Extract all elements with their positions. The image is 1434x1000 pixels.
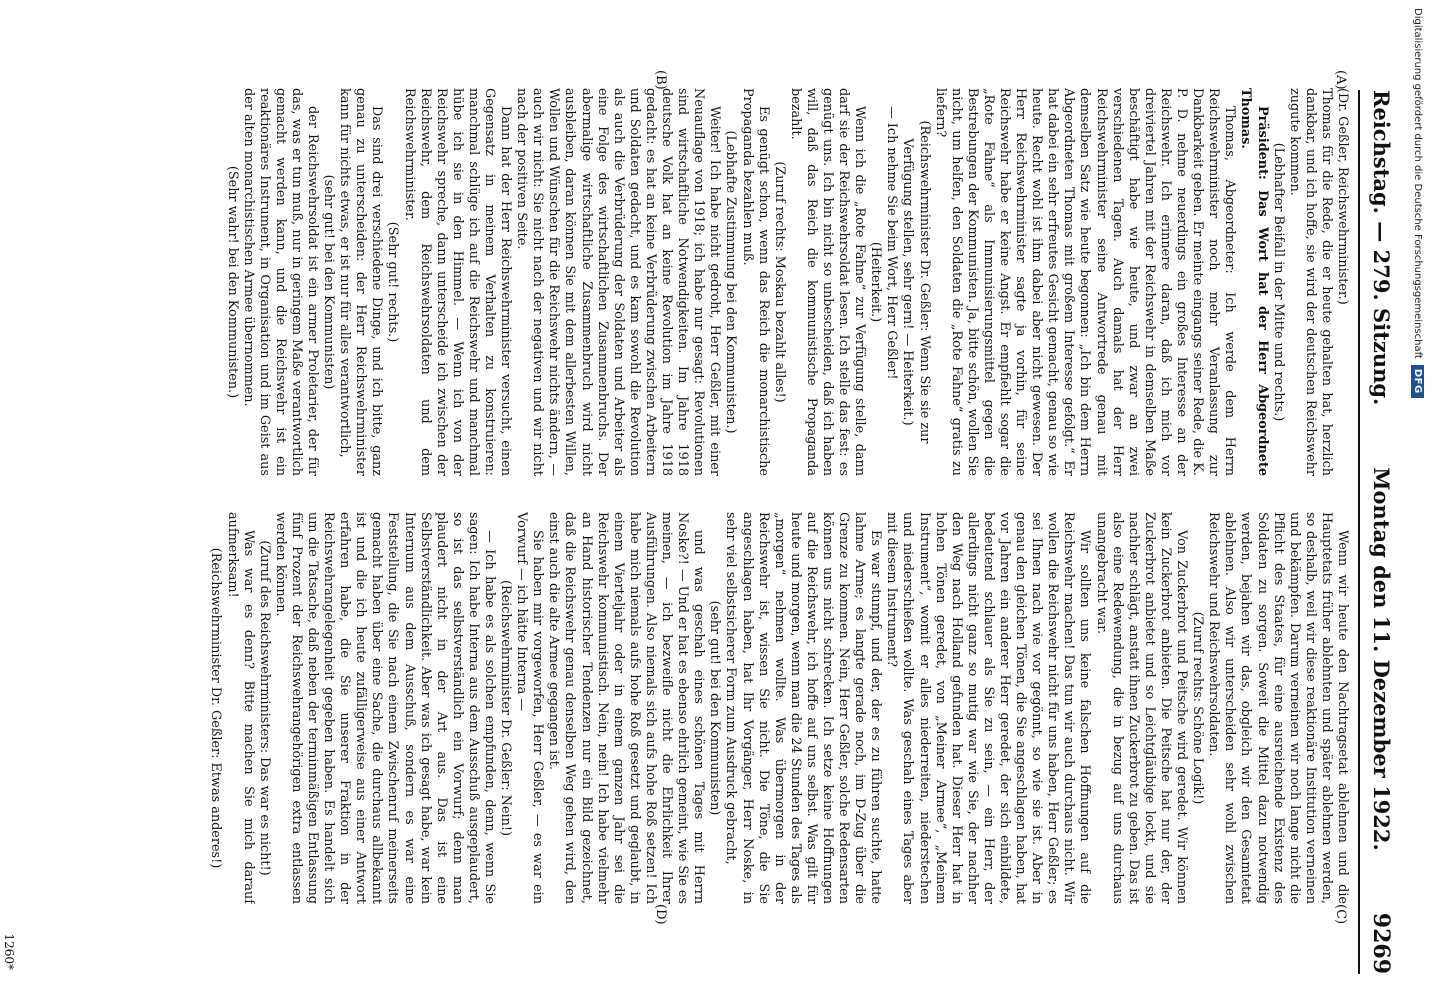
left-paragraph: der Reichswehrsoldat ist ein armer Proletarier, der für das, was er tun muß, nur in geringem Maße verantwortlich gemacht werden kann, und die Reichswehr ist ein reaktionäres Instrument, in Organisation und im Geist aus der alten monarchistischen Armee übernommen.	[240, 88, 320, 476]
margin-mark-c: (C)	[1333, 904, 1348, 925]
page-header	[1364, 90, 1394, 974]
dfg-logo: DFG	[1412, 365, 1425, 398]
left-paragraph: — Ich nehme Sie beim Wort, Herr Geßler!	[884, 106, 900, 380]
left-paragraph: Thomas, Abgeordneter: Ich werde dem Herrn Reichswehrminister noch mehr Veranlassung zur Dankbarkeit geben. Er meinte eingangs seiner Rede, die K. P. D. nehme neuerdings ein großes Interesse an der Reichswehr. Ich erinnere daran, daß ich mich vor dreiviertel Jahren mit der Reichswehr in demselben Maße beschäftigt habe wie heute, und zwar an zwei verschiedenen Tagen. Auch damals hat der Herr Reichswehrminister seine Antwortrede genau mit demselben Satz wie heute begonnen: „Ich bin dem Herrn Abgeordneten Thomas mit großem Interesse gefolgt.“ Er hat dabei ein sehr erfreutes Gesicht gemacht, genau so wie heute. Recht wohl ist ihm dabei aber nicht gewesen. Der Herr Reichswehrminister sagte ja vorhin, für seine Reichswehr habe er keine Angst. Er empfiehlt sogar die „Rote Fahne“ als Immunisierungsmittel gegen die Bestrebungen der Kommunisten. Ja, bitte schön, wollen Sie nicht, um helfen, den Soldaten die „Rote Fahne“ gratis zu liefern?	[932, 88, 1238, 476]
left-paragraph: (Zuruf rechts: Moskau bezahlt alles!)	[771, 161, 787, 403]
right-paragraph: (Zuruf des Reichswehrministers: Das war es nicht!)	[256, 540, 272, 876]
right-paragraph: Von Zuckerbrot und Peitsche wird geredet. Wir können kein Zuckerbrot anbieten. Die Peitsche hat nur der, der Zuckerbrot anbietet und so Leichtgläubige lockt, und sie nachher schlägt, anstatt ihnen Zuckerbrot zu geben. Das ist also eine Redewendung, die in bezug auf uns durchaus unangebracht war.	[1093, 512, 1190, 904]
header-date: Montag den 11. Dezember 1922.	[1369, 467, 1394, 851]
margin-mark-a: (A)	[1333, 70, 1348, 90]
page-footer-number: 1260*	[2, 933, 16, 970]
right-paragraph: Wir sollten uns keine falschen Hoffnungen auf die Reichswehr machen! Das tun wir auch durchaus nicht. Wir wollen die Reichswehr nicht für uns haben, Herr Geßler; es sei Ihnen nach wie vor gegönnt, so wie sie ist. Aber in genau den gleichen Tönen, die Sie angeschlagen haben, hat vor Jahren ein anderer Herr geredet, der sich einbildete, bedeutend schlauer als Sie zu sein, — ein Herr, der allerdings nicht ganz so mutig war wie Sie, der nachher den Weg nach Holland gefunden hat. Dieser Herr hat in hohen Tönen geredet, von „Meiner Armee“, „Meinem Instrument“, womit er alles niederreiten, niederstechen und niederschießen wollte. Was geschah eines Tages aber mit diesem Instrument?	[884, 512, 1093, 904]
left-paragraph: (Lebhafter Beifall in der Mitte und rechts.)	[1270, 142, 1286, 422]
left-paragraph: (Dr. Geßler, Reichswehrminister.)	[1335, 88, 1350, 305]
right-paragraph: Sie haben mir vorgeworfen, Herr Geßler, — es war ein Vorwurf — ich hätte Interna —	[514, 512, 546, 904]
left-paragraph: Weiter! Ich habe nicht gedroht, Herr Geßler, mit einer Neuauflage von 1918; ich habe nur gesagt: Revolutionen sind wirtschaftliche Notwendigkeiten. Im Jahre 1918 deutsche Volk hat an keine Revolution im Jahre 1918 gedacht: es hat an keine Verbrüderung zwischen Arbeitern und Soldaten gedacht, und es kam sowohl die Revolution als auch die Verbrüderung der Soldaten und Arbeiter als eine Folge des wirtschaftlichen Zusammenbruchs. Der abermalige wirtschaftliche Zusammenbruch wird nicht ausbleiben, daran können Sie mit dem allerbesten Willen, Wollen und Wünschen für die Reichswehr nichts ändern, — auch wir nicht: Sie nicht nach der negativen und wir nicht nach der positiven Seite.	[514, 88, 723, 476]
right-paragraph: (sehr gut! bei den Kommunisten)	[707, 600, 723, 816]
right-paragraph: und was geschah eines schönen Tages mit Herrn Noske?! — Und er hat es ebenso ehrlich gemeint, wie Sie es meinen, — ich bezweifle nicht die Ehrlichkeit Ihrer Ausführungen. Also niemals sich aufs hohe Roß setzen! Ich habe mich niemals aufs hohe Roß gesetzt und geglaubt, in einem Vierteljahr oder in einem ganzen Jahr sei die Reichswehr kommunistisch. Nein, nein! Ich habe vielmehr an Hand historischer Tendenzen nur ein Bild gezeichnet, daß die Reichswehr genau denselben Weg gehen wird, den einst auch die alte Armee gegangen ist.	[546, 512, 707, 904]
left-paragraph: (Reichswehrminister Dr. Geßler: Wenn Sie sie zur Verfügung stellen, sehr gern! — Heiterkeit.)	[900, 120, 932, 444]
right-paragraph: (Reichswehrminister Dr. Geßler: Etwas anderes!)	[208, 547, 224, 869]
left-paragraph: Präsident: Das Wort hat der Herr Abgeordnete Thomas.	[1238, 88, 1270, 476]
right-paragraph: Wenn wir heute den Nachtragsetat ablehnen und die Hauptetats früher ablehnten und später ablehnen werden, so deshalb, weil wir diese reaktionäre Institution verneinen und bekämpfen. Darum verneinen wir noch lange nicht die Pflicht des Staates, für eine ausreichende Existenz des Soldaten zu sorgen. Soweit die Mittel dazu notwendig werden, bejahen wir das, obgleich wir den Gesamtetat ablehnen. Also wir unterscheiden sehr wohl zwischen Reichswehr und Reichswehrsoldaten.	[1206, 512, 1350, 904]
left-paragraph: Das sind drei verschiedene Dinge, und ich bitte, ganz genau zu unterscheiden: der Herr Reichswehrminister kann für nichts etwas, er ist nur für alles verantwortlich,	[337, 88, 385, 476]
left-paragraph: (Sehr wahr! bei den Kommunisten.)	[224, 165, 240, 399]
header-left: Reichstag. — 279. Sitzung.	[1369, 90, 1394, 406]
left-paragraph: (Sehr gut! rechts.)	[385, 221, 401, 343]
header-rule	[1358, 90, 1360, 974]
left-paragraph: (Heiterkeit.)	[868, 241, 884, 323]
page-number: 9269	[1368, 912, 1394, 974]
right-paragraph: (Reichswehrminister Dr. Geßler: Nein!)	[498, 579, 514, 837]
right-paragraph: Was war es denn? Bitte machen Sie mich darauf aufmerksam!	[224, 512, 256, 904]
text-column-left	[10, 88, 1350, 476]
margin-mark-d: (D)	[653, 904, 668, 925]
digitization-watermark	[1406, 8, 1430, 992]
left-paragraph: Dann hat der Herr Reichswehrminister versucht, einen Gegensatz in meinem Verhalten zu konstruieren: manchmal schlüge ich auf die Reichswehr und manchmal hübe ich sie in den Himmel. — Wenn ich von der Reichswehr spreche, dann unterscheide ich zwischen der Reichswehr, dem Reichswehrsoldaten und dem Reichswehrminister.	[401, 88, 514, 476]
margin-mark-b: (B)	[653, 70, 668, 90]
left-paragraph: (Lebhafte Zustimmung bei den Kommunisten.)	[723, 130, 739, 434]
right-paragraph: — Ich habe es als solchen empfunden, denn, wenn Sie sagen: Ich habe Interna aus dem Ausschuß ausgeplaudert, so ist das selbstverständlich ein Vorwurf; denn man plaudert nicht in der Art aus. Das ist eine Selbstverständlichkeit. Aber was ich gesagt habe, war kein Internum aus dem Ausschuß, sondern es war eine Feststellung, die Sie nach einem Zwischenruf meinerseits gemacht haben über eine Sache, die durchaus allbekannt ist und die ich heute zufälligerweise aus einer Antwort erfahren habe, die Sie unserer Fraktion in der Reichswehrangelegenheit gegeben haben. Es handelt sich um die Tatsache, daß neben der terminmäßigen Entlassung fünf Prozent der Reichswehrangehörigen extra entlassen werden können.	[272, 512, 498, 904]
watermark-text: Digitalisierung gefördert durch die Deutsche Forschungsgemeinschaft	[1412, 8, 1424, 359]
right-paragraph: (Zuruf rechts: Schöne Logik!)	[1190, 611, 1206, 805]
left-paragraph: Thomas für die Rede, die er heute gehalten hat, herzlich dankbar, und ich hoffe, sie wird der deutschen Reichswehr zugute kommen.	[1286, 88, 1334, 476]
left-paragraph: Es genügt schon, wenn das Reich die monarchistische Propaganda bezahlen muß.	[739, 88, 771, 476]
left-paragraph: Wenn ich die „Rote Fahne“ zur Verfügung stelle, dann darf sie der Reichswehrsoldat lesen. Ich stelle das fest: es genügt uns. Ich bin nicht so unbescheiden, daß ich haben will, daß das Reich die kommunistische Propaganda bezahlt.	[787, 88, 868, 476]
left-paragraph: (sehr gut! bei den Kommunisten)	[321, 174, 337, 390]
right-paragraph: Es war stumpf, und der, der es zu führen suchte, hatte lahme Arme; es langte gerade noch, im D-Zug über die Grenze zu kommen. Nein, Herr Geßler, solche Redensarten können uns nicht schrecken. Ich setze keine Hoffnungen auf die Reichswehr, ich hoffe auf uns selbst. Was gilt für heute und morgen, wenn man die 24 Stunden des Tages als „morgen“ nehmen wollte. Was übermorgen in der Reichswehr ist, wissen Sie nicht. Die Töne, die Sie angeschlagen haben, hat Ihr Vorgänger, Herr Noske, in sehr viel selbstsicherer Form zum Ausdruck gebracht,	[723, 512, 884, 904]
text-column-right	[10, 512, 1350, 904]
